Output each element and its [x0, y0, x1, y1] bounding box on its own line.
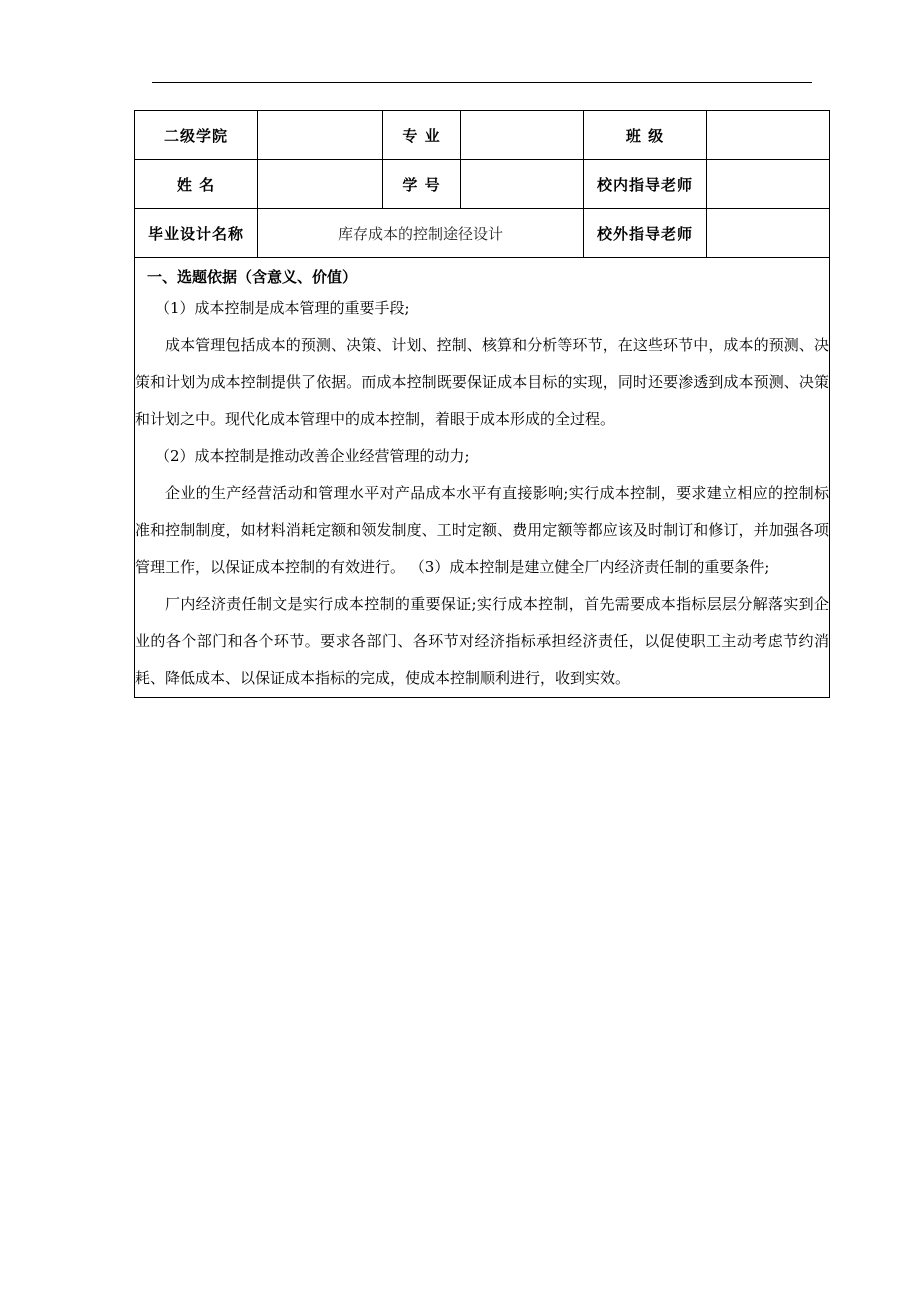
student-id-field[interactable] — [461, 160, 584, 209]
design-name-field[interactable]: 库存成本的控制途径设计 — [258, 209, 584, 258]
major-label: 专 业 — [383, 111, 461, 160]
point-2: （2）成本控制是推动改善企业经营管理的动力; — [155, 447, 470, 465]
form-row-content — [135, 258, 830, 698]
header-rule — [152, 82, 812, 83]
form-row-name — [135, 160, 830, 209]
paragraph-2: 企业的生产经营活动和管理水平对产品成本水平有直接影响;实行成本控制，要求建立相应的控制标准和控制制度，如材料消耗定额和领发制度、工时定额、费用定额等都应该及时制订和修订，并加强各项管理工作，以保证成本控制的有效进行。 （3）成本控制是建立健全厂内经济责任制的重要条件; — [135, 484, 829, 576]
design-name-label: 毕业设计名称 — [135, 209, 258, 258]
paragraph-3: 厂内经济责任制文是实行成本控制的重要保证;实行成本控制，首先需要成本指标层层分解落实到企业的各个部门和各个环节。要求各部门、各环节对经济指标承担经济责任，以促使职工主动考虑节约消耗、降低成本、以保证成本指标的完成，使成本控制顺利进行，收到实效。 — [135, 595, 829, 687]
class-label: 班 级 — [584, 111, 707, 160]
proposal-form-table — [134, 110, 830, 698]
external-advisor-field[interactable] — [707, 209, 830, 258]
college-label: 二级学院 — [135, 111, 258, 160]
content-area[interactable] — [135, 258, 830, 698]
college-field[interactable] — [258, 111, 383, 160]
student-id-label: 学 号 — [383, 160, 461, 209]
form-row-college — [135, 111, 830, 160]
section-title: 一、选题依据（含意义、价值） — [147, 268, 358, 286]
form-row-design — [135, 209, 830, 258]
name-field[interactable] — [258, 160, 383, 209]
paragraph-1: 成本管理包括成本的预测、决策、计划、控制、核算和分析等环节，在这些环节中，成本的预测、决策和计划为成本控制提供了依据。而成本控制既要保证成本目标的实现，同时还要渗透到成本预测、决策和计划之中。现代化成本管理中的成本控制，着眼于成本形成的全过程。 — [135, 336, 829, 428]
name-label: 姓 名 — [135, 160, 258, 209]
class-field[interactable] — [707, 111, 830, 160]
external-advisor-label: 校外指导老师 — [584, 209, 707, 258]
major-field[interactable] — [461, 111, 584, 160]
internal-advisor-field[interactable] — [707, 160, 830, 209]
internal-advisor-label: 校内指导老师 — [584, 160, 707, 209]
point-1: （1）成本控制是成本管理的重要手段; — [155, 299, 410, 317]
